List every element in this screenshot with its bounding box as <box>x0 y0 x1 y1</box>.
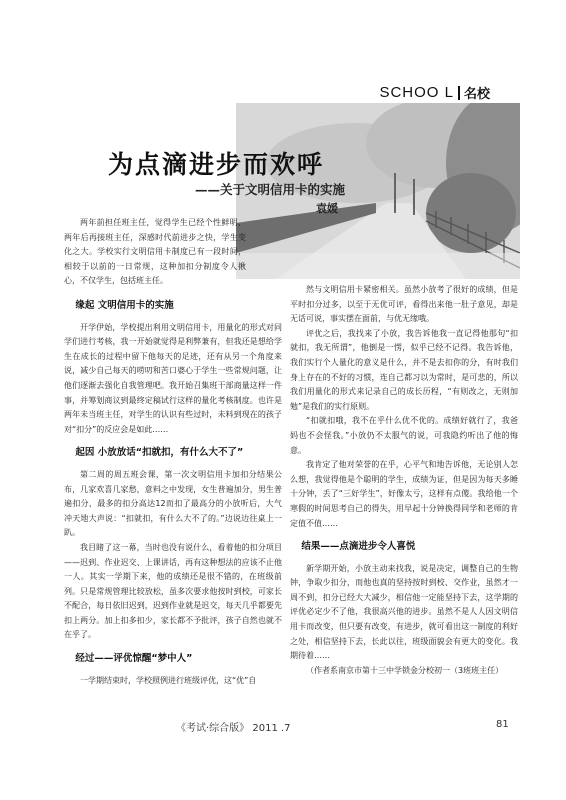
header-divider <box>458 86 460 100</box>
paragraph: 评优之后，我找来了小放，我告诉他我一直记得他那句“扣就扣，我无所谓”，他倒是一愣，似乎已经不记得。我告诉他，我们实行个人量化的意义是什么，并不是去扣你的分，有时我们身上存在的不好的习惯，连自己都习以为常时，是可悲的，所以我们用量化的形式来记录自己的成长历程，“有则改之，无则加勉”是我们的实行原则。 <box>290 328 518 411</box>
paragraph: “扣就扣哦，我不在乎什么优不优的。成绩好就行了，我爸妈也不会怪我。”小放仍不太服气的说，可我隐约听出了他的悔意。 <box>290 416 518 455</box>
paragraph: 我目睹了这一幕，当时也没有说什么，看着他的扣分项目——迟到、作业迟交、上课讲话，再有这种想法的应该不止他一人。其实一学期下来，他的成绩还是很不错的，在班级前列。只是常规管理比较放松，虽多次要求他按时到校，可家长不配合，每日依旧迟到，迟到作业就是迟交，每天几乎都要先扣上两分。加上扣多扣少，家长都不予批评，孩子自然也就不在乎了。 <box>64 542 282 640</box>
paragraph: 然与文明信用卡紧密相关。虽然小放考了很好的成绩，但是平时扣分过多，以至于无优可评，看得出来他一肚子意见，却是无话可说，事实摆在面前，与优无缘哦。 <box>290 285 518 324</box>
article-title: 为点滴进步而欢呼 <box>108 150 325 179</box>
paragraph: 第二周的周五班会课，第一次文明信用卡加扣分结果公布，几家欢喜几家愁，意料之中发现，女生普遍加分，男生普遍扣分，最多的扣分高达12而扣了最高分的小放听后，大气冲天地大声说：“扣就扣，有什么大不了的。”边说边往桌上一趴。 <box>64 469 282 538</box>
intro-paragraph: 两年前担任班主任，觉得学生已经个性鲜明，两年后再接班主任，深感时代前进步之快，学生变化之大。学校实行文明信用卡制度已有一段时间，相较于以前的一日常规，这种加扣分制度令人揪心，不仅学生，包括班主任。 <box>64 218 246 286</box>
brand-text: SCHOO L <box>379 84 454 101</box>
right-column <box>290 283 518 678</box>
paragraph: 一学期结束时，学校照例进行班级评优，这“优”自 <box>80 675 257 685</box>
article-author: 袁媛 <box>316 202 338 215</box>
page-number: 81 <box>496 719 509 730</box>
section-heading-result: 结果——点滴进步令人喜悦 <box>301 541 416 553</box>
page-header <box>379 83 490 102</box>
author-note: （作者系南京市第十三中学锁金分校初一（3班班主任） <box>306 665 504 675</box>
paragraph: 新学期开始，小放主动来找我，说是决定，调整自己的生物钟，争取少扣分，而他也真的坚持按时到校、交作业，虽然才一周不到，扣分已经大大减少，相信他一定能坚持下去，这学期的评优必定少不了他，我很高兴他的进步。虽然不是人人因文明信用卡而改变，但只要有改变，有进步，就可看出这一制度的利好之处，相信坚持下去，长此以往，班级面貌会有更大的变化。我期待着…… <box>290 563 518 661</box>
paragraph: 开学伊始，学校提出利用文明信用卡，用量化的形式对同学们进行考核，我一开始就觉得是利弊兼有，但我还是想给学生在成长的过程中留下他每天的足迹，还有从另一个角度来说，减少自己每天的唠叨和苦口婆心于学生一些常规问题，让他们逐渐去强化自我管理吧。我开始召集班干部商量这样一件事，并筹划商议到最终定稿试行这样的量化考核制度。也许是两年未当班主任，对学生的认识有些过时，未料到现在的孩子对“扣分”的反应会是如此…… <box>64 322 282 434</box>
section-heading-cause: 起因 小放放话“扣就扣，有什么大不了” <box>75 447 244 459</box>
section-heading-process: 经过——评优惊醒“梦中人” <box>75 653 193 665</box>
intro-column <box>64 216 246 289</box>
section-heading-origin: 缘起 文明信用卡的实施 <box>75 300 174 311</box>
section-label: 名校 <box>463 87 490 102</box>
journal-footer: 《考试·综合版》 2011 .7 <box>176 723 291 734</box>
paragraph: 我肯定了他对荣誉的在乎，心平气和地告诉他，无论别人怎么想，我觉得他是个聪明的学生，成绩为证，但是因为每天多睡十分钟，丢了“三好学生”，好像太亏，这样有点傻。我给他一个寒假的时间思考自己的得失，用早起十分钟换得同学和老师的肯定值不值…… <box>290 460 518 528</box>
left-column <box>64 290 282 688</box>
article-subtitle: ——关于文明信用卡的实施 <box>195 182 346 197</box>
